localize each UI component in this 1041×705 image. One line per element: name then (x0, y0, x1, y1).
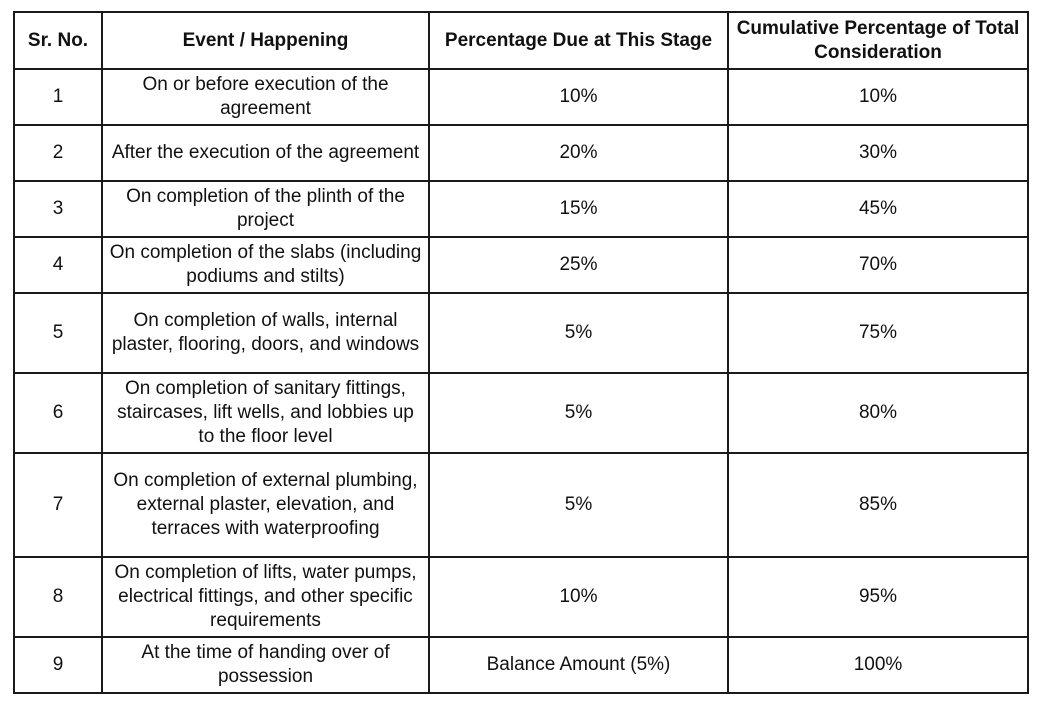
sr-no-cell: 2 (14, 125, 102, 181)
cumulative-percentage-cell: 75% (728, 293, 1028, 373)
table-row (14, 69, 1028, 125)
event-cell: On completion of walls, internal plaster, flooring, doors, and windows (102, 293, 429, 373)
cumulative-percentage-cell: 10% (728, 69, 1028, 125)
sr-no-cell: 3 (14, 181, 102, 237)
table-row (14, 453, 1028, 557)
cumulative-percentage-cell: 85% (728, 453, 1028, 557)
sr-no-cell: 7 (14, 453, 102, 557)
table-row (14, 557, 1028, 637)
payment-schedule-table (13, 11, 1029, 694)
sr-no-cell: 1 (14, 69, 102, 125)
event-cell: On completion of the slabs (including podiums and stilts) (102, 237, 429, 293)
percentage-due-cell: 5% (429, 373, 728, 453)
table-row (14, 125, 1028, 181)
cumulative-percentage-cell: 45% (728, 181, 1028, 237)
event-cell: At the time of handing over of possession (102, 637, 429, 693)
cumulative-percentage-cell: 80% (728, 373, 1028, 453)
sr-no-cell: 9 (14, 637, 102, 693)
event-cell: After the execution of the agreement (102, 125, 429, 181)
table-row (14, 181, 1028, 237)
percentage-due-cell: 10% (429, 557, 728, 637)
event-cell: On completion of sanitary fittings, staircases, lift wells, and lobbies up to the floor level (102, 373, 429, 453)
header-sr-no: Sr. No. (14, 12, 102, 69)
table-header-row (14, 12, 1028, 69)
event-cell: On or before execution of the agreement (102, 69, 429, 125)
sr-no-cell: 5 (14, 293, 102, 373)
sr-no-cell: 4 (14, 237, 102, 293)
event-cell: On completion of external plumbing, external plaster, elevation, and terraces with waterproofing (102, 453, 429, 557)
sr-no-cell: 6 (14, 373, 102, 453)
table-row (14, 293, 1028, 373)
table-row (14, 373, 1028, 453)
percentage-due-cell: 5% (429, 293, 728, 373)
event-cell: On completion of lifts, water pumps, electrical fittings, and other specific requirements (102, 557, 429, 637)
table-row (14, 237, 1028, 293)
percentage-due-cell: 25% (429, 237, 728, 293)
cumulative-percentage-cell: 30% (728, 125, 1028, 181)
percentage-due-cell: 15% (429, 181, 728, 237)
header-percentage-due: Percentage Due at This Stage (429, 12, 728, 69)
event-cell: On completion of the plinth of the project (102, 181, 429, 237)
percentage-due-cell: 5% (429, 453, 728, 557)
percentage-due-cell: 10% (429, 69, 728, 125)
sr-no-cell: 8 (14, 557, 102, 637)
cumulative-percentage-cell: 95% (728, 557, 1028, 637)
header-event: Event / Happening (102, 12, 429, 69)
cumulative-percentage-cell: 70% (728, 237, 1028, 293)
header-cumulative-percentage: Cumulative Percentage of Total Consideration (728, 12, 1028, 69)
table-row (14, 637, 1028, 693)
percentage-due-cell: Balance Amount (5%) (429, 637, 728, 693)
cumulative-percentage-cell: 100% (728, 637, 1028, 693)
percentage-due-cell: 20% (429, 125, 728, 181)
